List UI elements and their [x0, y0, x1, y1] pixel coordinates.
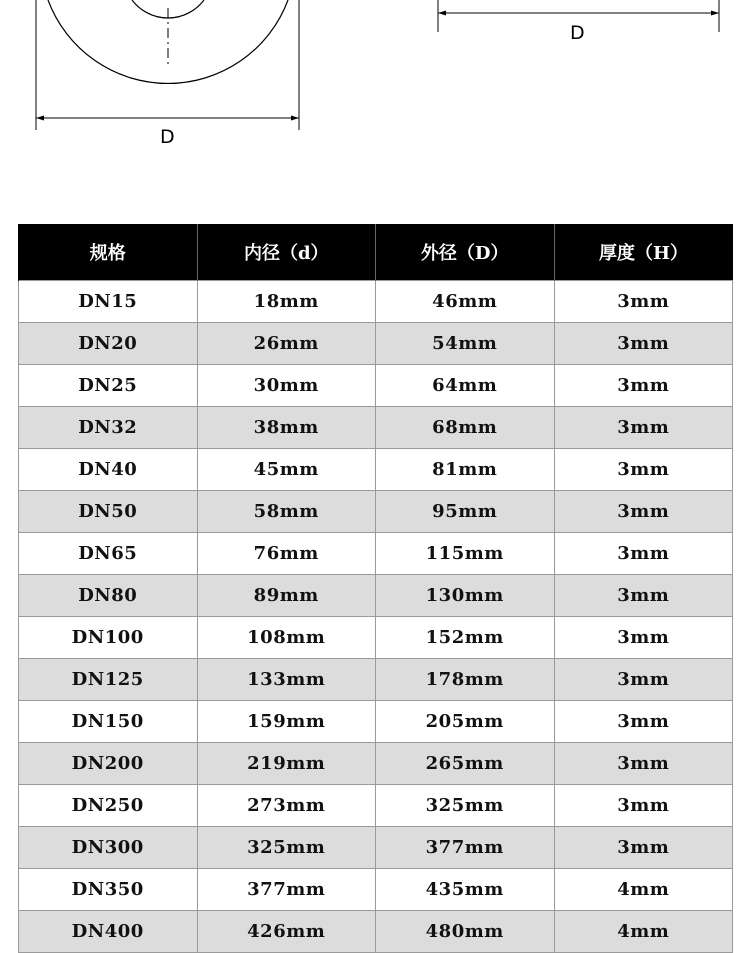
cell-spec: DN32	[19, 407, 198, 449]
dimension-label-left: D	[160, 126, 175, 148]
cell-thickness: 3mm	[554, 617, 733, 659]
cell-thickness: 3mm	[554, 659, 733, 701]
table-row	[19, 869, 733, 911]
table-row	[19, 911, 733, 953]
cell-outer-diameter: 115mm	[376, 533, 555, 575]
cell-inner-diameter: 219mm	[197, 743, 376, 785]
table-row	[19, 323, 733, 365]
cell-outer-diameter: 152mm	[376, 617, 555, 659]
cell-spec: DN150	[19, 701, 198, 743]
cell-outer-diameter: 325mm	[376, 785, 555, 827]
dimension-label-right: D	[570, 22, 585, 44]
cell-outer-diameter: 480mm	[376, 911, 555, 953]
cell-outer-diameter: 68mm	[376, 407, 555, 449]
cell-inner-diameter: 325mm	[197, 827, 376, 869]
cell-inner-diameter: 30mm	[197, 365, 376, 407]
cell-spec: DN15	[19, 281, 198, 323]
cell-outer-diameter: 54mm	[376, 323, 555, 365]
table-row	[19, 785, 733, 827]
table-row	[19, 617, 733, 659]
cell-spec: DN250	[19, 785, 198, 827]
cell-outer-diameter: 205mm	[376, 701, 555, 743]
cell-thickness: 3mm	[554, 491, 733, 533]
cell-outer-diameter: 265mm	[376, 743, 555, 785]
cell-thickness: 3mm	[554, 407, 733, 449]
cell-outer-diameter: 46mm	[376, 281, 555, 323]
cell-inner-diameter: 26mm	[197, 323, 376, 365]
cell-outer-diameter: 435mm	[376, 869, 555, 911]
cell-inner-diameter: 377mm	[197, 869, 376, 911]
table-row	[19, 659, 733, 701]
cell-spec: DN65	[19, 533, 198, 575]
cell-thickness: 3mm	[554, 365, 733, 407]
cell-thickness: 3mm	[554, 743, 733, 785]
table-row	[19, 827, 733, 869]
cell-outer-diameter: 377mm	[376, 827, 555, 869]
table-row	[19, 743, 733, 785]
cell-inner-diameter: 58mm	[197, 491, 376, 533]
cell-spec: DN350	[19, 869, 198, 911]
cell-inner-diameter: 45mm	[197, 449, 376, 491]
cell-outer-diameter: 95mm	[376, 491, 555, 533]
cell-thickness: 3mm	[554, 701, 733, 743]
cell-thickness: 3mm	[554, 827, 733, 869]
cell-spec: DN50	[19, 491, 198, 533]
header-inner-diameter: 内径（d）	[197, 224, 376, 281]
cell-thickness: 4mm	[554, 869, 733, 911]
cell-inner-diameter: 76mm	[197, 533, 376, 575]
table-row	[19, 701, 733, 743]
cell-spec: DN300	[19, 827, 198, 869]
header-spec: 规格	[19, 224, 198, 281]
cell-inner-diameter: 108mm	[197, 617, 376, 659]
table-row	[19, 449, 733, 491]
cell-inner-diameter: 426mm	[197, 911, 376, 953]
spec-table	[18, 224, 733, 953]
cell-spec: DN80	[19, 575, 198, 617]
cell-outer-diameter: 64mm	[376, 365, 555, 407]
table-body	[19, 281, 733, 953]
cell-inner-diameter: 38mm	[197, 407, 376, 449]
cell-thickness: 3mm	[554, 281, 733, 323]
cell-inner-diameter: 89mm	[197, 575, 376, 617]
cell-outer-diameter: 178mm	[376, 659, 555, 701]
table-header-row	[19, 224, 733, 281]
cell-inner-diameter: 273mm	[197, 785, 376, 827]
cell-thickness: 3mm	[554, 785, 733, 827]
cell-spec: DN200	[19, 743, 198, 785]
cell-outer-diameter: 81mm	[376, 449, 555, 491]
header-thickness: 厚度（H）	[554, 224, 733, 281]
table-row	[19, 533, 733, 575]
cell-thickness: 3mm	[554, 575, 733, 617]
cell-inner-diameter: 18mm	[197, 281, 376, 323]
header-outer-diameter: 外径（D）	[376, 224, 555, 281]
cell-spec: DN400	[19, 911, 198, 953]
table-row	[19, 281, 733, 323]
table-row	[19, 407, 733, 449]
cell-spec: DN20	[19, 323, 198, 365]
gasket-drawing	[0, 0, 750, 200]
cell-spec: DN100	[19, 617, 198, 659]
cell-thickness: 3mm	[554, 533, 733, 575]
cell-inner-diameter: 133mm	[197, 659, 376, 701]
cell-thickness: 4mm	[554, 911, 733, 953]
cell-thickness: 3mm	[554, 449, 733, 491]
cell-spec: DN40	[19, 449, 198, 491]
table-row	[19, 491, 733, 533]
table-row	[19, 575, 733, 617]
cell-spec: DN125	[19, 659, 198, 701]
cell-thickness: 3mm	[554, 323, 733, 365]
cell-spec: DN25	[19, 365, 198, 407]
cell-outer-diameter: 130mm	[376, 575, 555, 617]
table-row	[19, 365, 733, 407]
cell-inner-diameter: 159mm	[197, 701, 376, 743]
